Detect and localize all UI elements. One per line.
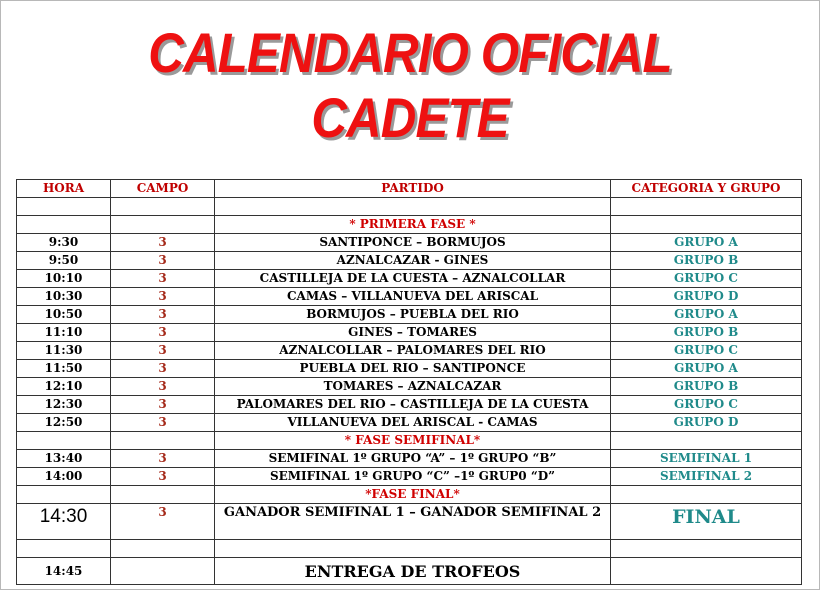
match-field: 3 <box>111 450 215 468</box>
match-time: 9:30 <box>17 234 111 252</box>
match-row <box>17 360 802 378</box>
match-group: GRUPO B <box>611 252 802 270</box>
match-field: 3 <box>111 414 215 432</box>
empty-row <box>17 198 802 216</box>
match-teams: SEMIFINAL 1º GRUPO “C” –1º GRUP0 “D” <box>215 468 611 486</box>
match-group: GRUPO A <box>611 360 802 378</box>
match-group: GRUPO A <box>611 234 802 252</box>
match-field: 3 <box>111 288 215 306</box>
match-row <box>17 324 802 342</box>
final-row <box>17 504 802 540</box>
match-row <box>17 414 802 432</box>
match-field: 3 <box>111 270 215 288</box>
match-teams: PUEBLA DEL RIO – SANTIPONCE <box>215 360 611 378</box>
match-teams: GINES – TOMARES <box>215 324 611 342</box>
match-group: FINAL <box>611 504 802 540</box>
match-teams: TOMARES – AZNALCAZAR <box>215 378 611 396</box>
trophy-row <box>17 558 802 585</box>
match-teams: GANADOR SEMIFINAL 1 – GANADOR SEMIFINAL 2 <box>215 504 611 540</box>
match-time: 10:10 <box>17 270 111 288</box>
trophy-label: ENTREGA DE TROFEOS <box>215 558 611 585</box>
match-teams: CASTILLEJA DE LA CUESTA – AZNALCOLLAR <box>215 270 611 288</box>
match-teams: AZNALCOLLAR – PALOMARES DEL RIO <box>215 342 611 360</box>
match-row <box>17 396 802 414</box>
match-time: 12:30 <box>17 396 111 414</box>
match-teams: SEMIFINAL 1º GRUPO “A” – 1º GRUPO “B” <box>215 450 611 468</box>
match-row <box>17 252 802 270</box>
phase-label-semifinal: * FASE SEMIFINAL* <box>215 432 611 450</box>
schedule-body <box>17 180 802 585</box>
match-field: 3 <box>111 306 215 324</box>
match-row <box>17 378 802 396</box>
match-teams: BORMUJOS – PUEBLA DEL RIO <box>215 306 611 324</box>
phase-row-semifinal <box>17 432 802 450</box>
match-time: 9:50 <box>17 252 111 270</box>
match-field: 3 <box>111 360 215 378</box>
match-time: 10:50 <box>17 306 111 324</box>
match-time: 12:10 <box>17 378 111 396</box>
match-field: 3 <box>111 396 215 414</box>
match-field: 3 <box>111 324 215 342</box>
match-time: 11:50 <box>17 360 111 378</box>
match-row <box>17 342 802 360</box>
empty-row <box>17 540 802 558</box>
match-row <box>17 234 802 252</box>
header-categoria: CATEGORIA Y GRUPO <box>611 180 802 198</box>
match-row <box>17 270 802 288</box>
match-group: GRUPO A <box>611 306 802 324</box>
match-group: GRUPO B <box>611 378 802 396</box>
header-campo: CAMPO <box>111 180 215 198</box>
match-teams: VILLANUEVA DEL ARISCAL - CAMAS <box>215 414 611 432</box>
header-hora: HORA <box>17 180 111 198</box>
schedule-table <box>16 179 802 585</box>
match-group: GRUPO C <box>611 342 802 360</box>
match-field: 3 <box>111 468 215 486</box>
match-time: 11:10 <box>17 324 111 342</box>
match-row <box>17 450 802 468</box>
match-time: 11:30 <box>17 342 111 360</box>
match-time: 10:30 <box>17 288 111 306</box>
match-group: GRUPO C <box>611 396 802 414</box>
match-teams: CAMAS – VILLANUEVA DEL ARISCAL <box>215 288 611 306</box>
match-field: 3 <box>111 234 215 252</box>
match-group: GRUPO D <box>611 288 802 306</box>
header-partido: PARTIDO <box>215 180 611 198</box>
match-teams: SANTIPONCE – BORMUJOS <box>215 234 611 252</box>
match-row <box>17 468 802 486</box>
match-group: GRUPO B <box>611 324 802 342</box>
match-field: 3 <box>111 378 215 396</box>
match-time: 14:00 <box>17 468 111 486</box>
match-group: SEMIFINAL 1 <box>611 450 802 468</box>
match-time: 14:30 <box>17 504 111 540</box>
match-group: GRUPO C <box>611 270 802 288</box>
match-row <box>17 306 802 324</box>
page-title: CALENDARIO OFICIAL CADETE <box>148 21 672 149</box>
phase-label-primera: * PRIMERA FASE * <box>215 216 611 234</box>
match-teams: PALOMARES DEL RIO – CASTILLEJA DE LA CUESTA <box>215 396 611 414</box>
match-time: 12:50 <box>17 414 111 432</box>
match-group: GRUPO D <box>611 414 802 432</box>
match-group: SEMIFINAL 2 <box>611 468 802 486</box>
match-row <box>17 288 802 306</box>
match-time: 13:40 <box>17 450 111 468</box>
phase-row-primera <box>17 216 802 234</box>
match-field: 3 <box>111 342 215 360</box>
match-field: 3 <box>111 504 215 540</box>
header-row <box>17 180 802 198</box>
phase-label-final: *FASE FINAL* <box>215 486 611 504</box>
phase-row-final <box>17 486 802 504</box>
match-field: 3 <box>111 252 215 270</box>
match-teams: AZNALCAZAR - GINES <box>215 252 611 270</box>
trophy-time: 14:45 <box>17 558 111 585</box>
